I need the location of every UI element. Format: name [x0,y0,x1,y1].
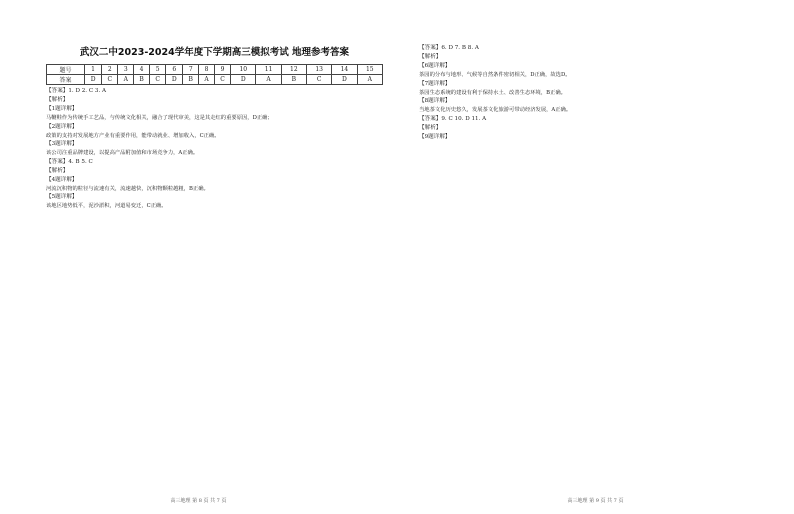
answer-summary: 【答案】9. C 10. D 11. A [419,115,487,122]
question-number: 3 [118,65,134,75]
question-number: 7 [183,65,199,75]
answer-cell: D [85,75,102,85]
question-number: 12 [281,65,306,75]
explanation-paragraph: 当地茶文化历史悠久，发展茶文化旅游可带动经济发展，A正确。 [419,107,572,114]
section-heading: 【5题详解】 [46,194,78,201]
question-number: 15 [357,65,382,75]
question-number: 1 [85,65,102,75]
explanation-paragraph: 河流沉积物的粒径与流速有关，流速越快，沉积物颗粒越粗，B正确。 [46,185,209,192]
section-heading: 【7题详解】 [419,80,451,87]
right-page-body [419,44,766,142]
answer-cell: A [118,75,134,85]
answer-row [47,75,383,85]
question-number: 14 [332,65,357,75]
section-heading: 【4题详解】 [46,176,78,183]
answer-cell: B [281,75,306,85]
explanation-paragraph: 马鞭鞋作为传统手工艺品，与传统文化相关，融合了现代审美，这是其走红的重要原因，D正确； [46,115,273,121]
answer-cell: C [102,75,118,85]
question-number: 5 [149,65,165,75]
section-heading: 【1题详解】 [46,106,78,112]
answer-key-table [46,64,383,85]
question-number-label: 题号 [47,65,85,75]
answer-cell: D [332,75,357,85]
question-number: 8 [199,65,215,75]
section-heading: 【8题详解】 [419,98,451,105]
answer-cell: A [199,75,215,85]
explanation-paragraph: 该公司注重品牌建设，以提高产品附加值和市场竞争力，A正确。 [46,150,199,157]
answer-cell: B [183,75,199,85]
explanation-paragraph: 该地区地势低平，泥沙淤积，河道易变迁，C正确。 [46,203,167,210]
explanation-paragraph: 茶园的分布与地形、气候等自然条件密切相关，D正确，故选D。 [419,72,571,78]
question-number: 2 [102,65,118,75]
answer-cell: C [214,75,230,85]
answer-summary: 【答案】6. D 7. B 8. A [419,45,479,51]
question-number: 6 [166,65,183,75]
explanation-paragraph: 茶园生态系统的建设有利于保持水土、改善生态环境，B正确。 [419,89,566,96]
section-heading: 【解析】 [46,97,69,103]
section-heading: 【2题详解】 [46,123,78,130]
left-page-body [46,87,383,211]
answer-summary: 【答案】1. D 2. C 3. A [46,88,107,94]
section-heading: 【9题详解】 [419,133,451,140]
question-number: 13 [307,65,332,75]
section-heading: 【6题详解】 [419,63,451,69]
section-heading: 【解析】 [46,167,69,174]
explanation-paragraph: 政策的支持对发展地方产业有重要作用，能带动就业、增加收入，C正确。 [46,132,220,139]
answer-label: 答案 [47,75,85,85]
page-footer: 高三地理 第 9 页 共 7 页 [567,498,624,504]
answer-cell: A [256,75,281,85]
answer-cell: D [166,75,183,85]
answer-cell: D [231,75,256,85]
page-footer: 高三地理 第 8 页 共 7 页 [170,498,227,504]
question-number: 9 [214,65,230,75]
section-heading: 【解析】 [419,124,442,131]
answer-cell: C [307,75,332,85]
answer-cell: A [357,75,382,85]
right-page [397,0,794,514]
question-number: 4 [134,65,150,75]
section-heading: 【解析】 [419,54,442,60]
question-number: 10 [231,65,256,75]
section-heading: 【3题详解】 [46,141,78,148]
answer-summary: 【答案】4. B 5. C [46,158,93,165]
answer-cell: C [149,75,165,85]
document-title: 武汉二中2023-2024学年度下学期高三模拟考试 地理参考答案 [79,47,350,58]
answer-cell: B [134,75,150,85]
question-number-row [47,65,383,75]
question-number: 11 [256,65,281,75]
